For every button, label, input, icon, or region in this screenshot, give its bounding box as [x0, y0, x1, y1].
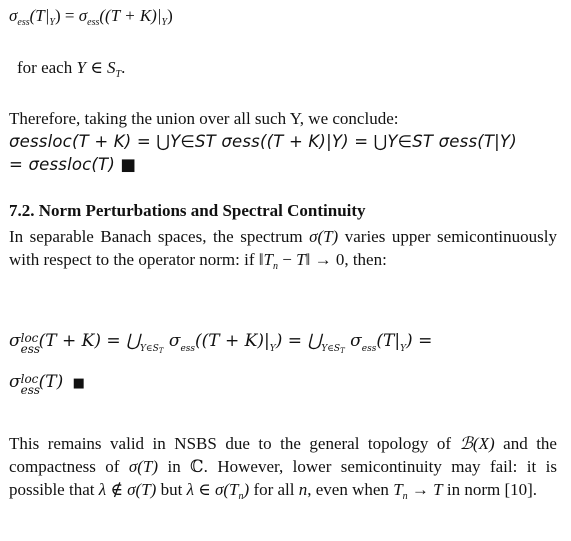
union-index: Y∈S — [321, 344, 341, 354]
text: but — [156, 480, 187, 499]
text: In separable Banach spaces, the spectrum — [9, 227, 310, 246]
union-index: Y∈S — [139, 344, 159, 354]
element-of: ∈ — [85, 58, 108, 77]
expr: σ — [344, 331, 362, 351]
argument: ((T + K)| — [99, 6, 162, 25]
ess-subscript: ess — [361, 344, 377, 354]
equation-restriction — [9, 6, 557, 28]
n-subscript: n — [402, 491, 408, 502]
sigma-symbol: σ — [9, 6, 18, 25]
ess-subscript: ess — [20, 383, 41, 397]
text: and the compactness of — [9, 434, 557, 476]
t-n: T — [393, 480, 403, 499]
expr: (T + K) = ⋃ — [38, 331, 140, 351]
loc-ess-index — [20, 331, 41, 356]
text: for all — [249, 480, 299, 499]
sigma-symbol: σ — [78, 6, 88, 25]
set-subscript: T — [115, 69, 122, 80]
continuity-paragraph — [9, 225, 557, 278]
expr: (T| — [376, 331, 401, 351]
argument: (T| — [29, 6, 50, 25]
variable-y: Y — [76, 58, 86, 77]
text: in norm [10]. — [442, 480, 538, 499]
sigma-t: σ(T) — [309, 227, 339, 246]
close-paren: ) — [167, 6, 173, 25]
loc-ess-index — [20, 372, 41, 397]
close-paren: ) — [243, 480, 250, 499]
section-heading: 7.2. Norm Perturbations and Spectral Continuity — [9, 201, 366, 220]
text: in ℂ. However, lower semicontinuity may fail: it is possible that — [9, 457, 557, 499]
display-equation-cont — [9, 372, 557, 397]
text: varies upper semicontinuously with respect to the operator norm: if ‖ — [9, 227, 557, 269]
ess-subscript: ess — [180, 344, 196, 354]
expr: (T) — [38, 372, 64, 392]
ess-subscript: ess — [17, 17, 30, 28]
sigma-t: σ(T) — [128, 457, 159, 476]
quantifier-line — [17, 58, 557, 80]
t: T — [433, 480, 443, 499]
qed-symbol: ■ — [72, 376, 85, 391]
text: This remains valid in NSBS due to the general topology of — [9, 434, 460, 453]
sigma-symbol: σ — [9, 372, 21, 392]
union-index-sub: T — [158, 347, 164, 355]
expr: ) = ⋃ — [275, 331, 322, 351]
expr: σ — [163, 331, 181, 351]
text: → — [407, 480, 434, 499]
lambda-in: λ ∈ σ(T — [186, 480, 239, 499]
y-subscript: Y — [269, 344, 276, 354]
ess-subscript: ess — [87, 17, 100, 28]
n-subscript: n — [238, 491, 244, 502]
t: T — [296, 250, 306, 269]
set-s: S — [107, 58, 116, 77]
t-n: T — [263, 250, 273, 269]
y-subscript: Y — [49, 17, 55, 28]
y-subscript: Y — [161, 17, 168, 28]
expr: ) = — [406, 331, 433, 351]
loc-superscript: loc — [20, 331, 39, 345]
semicontinuity-paragraph — [9, 432, 557, 508]
variable-n: n — [298, 480, 308, 499]
sigma-symbol: σ — [9, 331, 21, 351]
period: . — [121, 58, 126, 77]
conclusion-text: Therefore, taking the union over all such Y, we conclude: — [9, 109, 399, 128]
equals-sign: = — [60, 6, 79, 25]
union-equation-cont: = σessloc(T) ■ — [9, 155, 137, 174]
expr: ((T + K)| — [195, 331, 270, 351]
text: , even when — [307, 480, 394, 499]
loc-superscript: loc — [20, 372, 39, 386]
union-equation: σessloc(T + K) = ⋃Y∈ST σess((T + K)|Y) = ⋃Y∈ST σess(T|Y) — [9, 132, 517, 151]
n-subscript: n — [272, 261, 278, 272]
union-index-sub: T — [340, 347, 345, 355]
close-paren: ) — [54, 6, 61, 25]
text: ‖ → 0, then: — [305, 250, 387, 269]
bounded-operators: ℬ(X) — [459, 434, 495, 453]
y-subscript: Y — [400, 344, 407, 354]
ess-subscript: ess — [20, 342, 41, 356]
display-equation — [9, 331, 557, 355]
quantifier-text: for each — [17, 58, 77, 77]
text: − — [277, 250, 297, 269]
lambda-not-in: λ ∉ σ(T) — [98, 480, 157, 499]
